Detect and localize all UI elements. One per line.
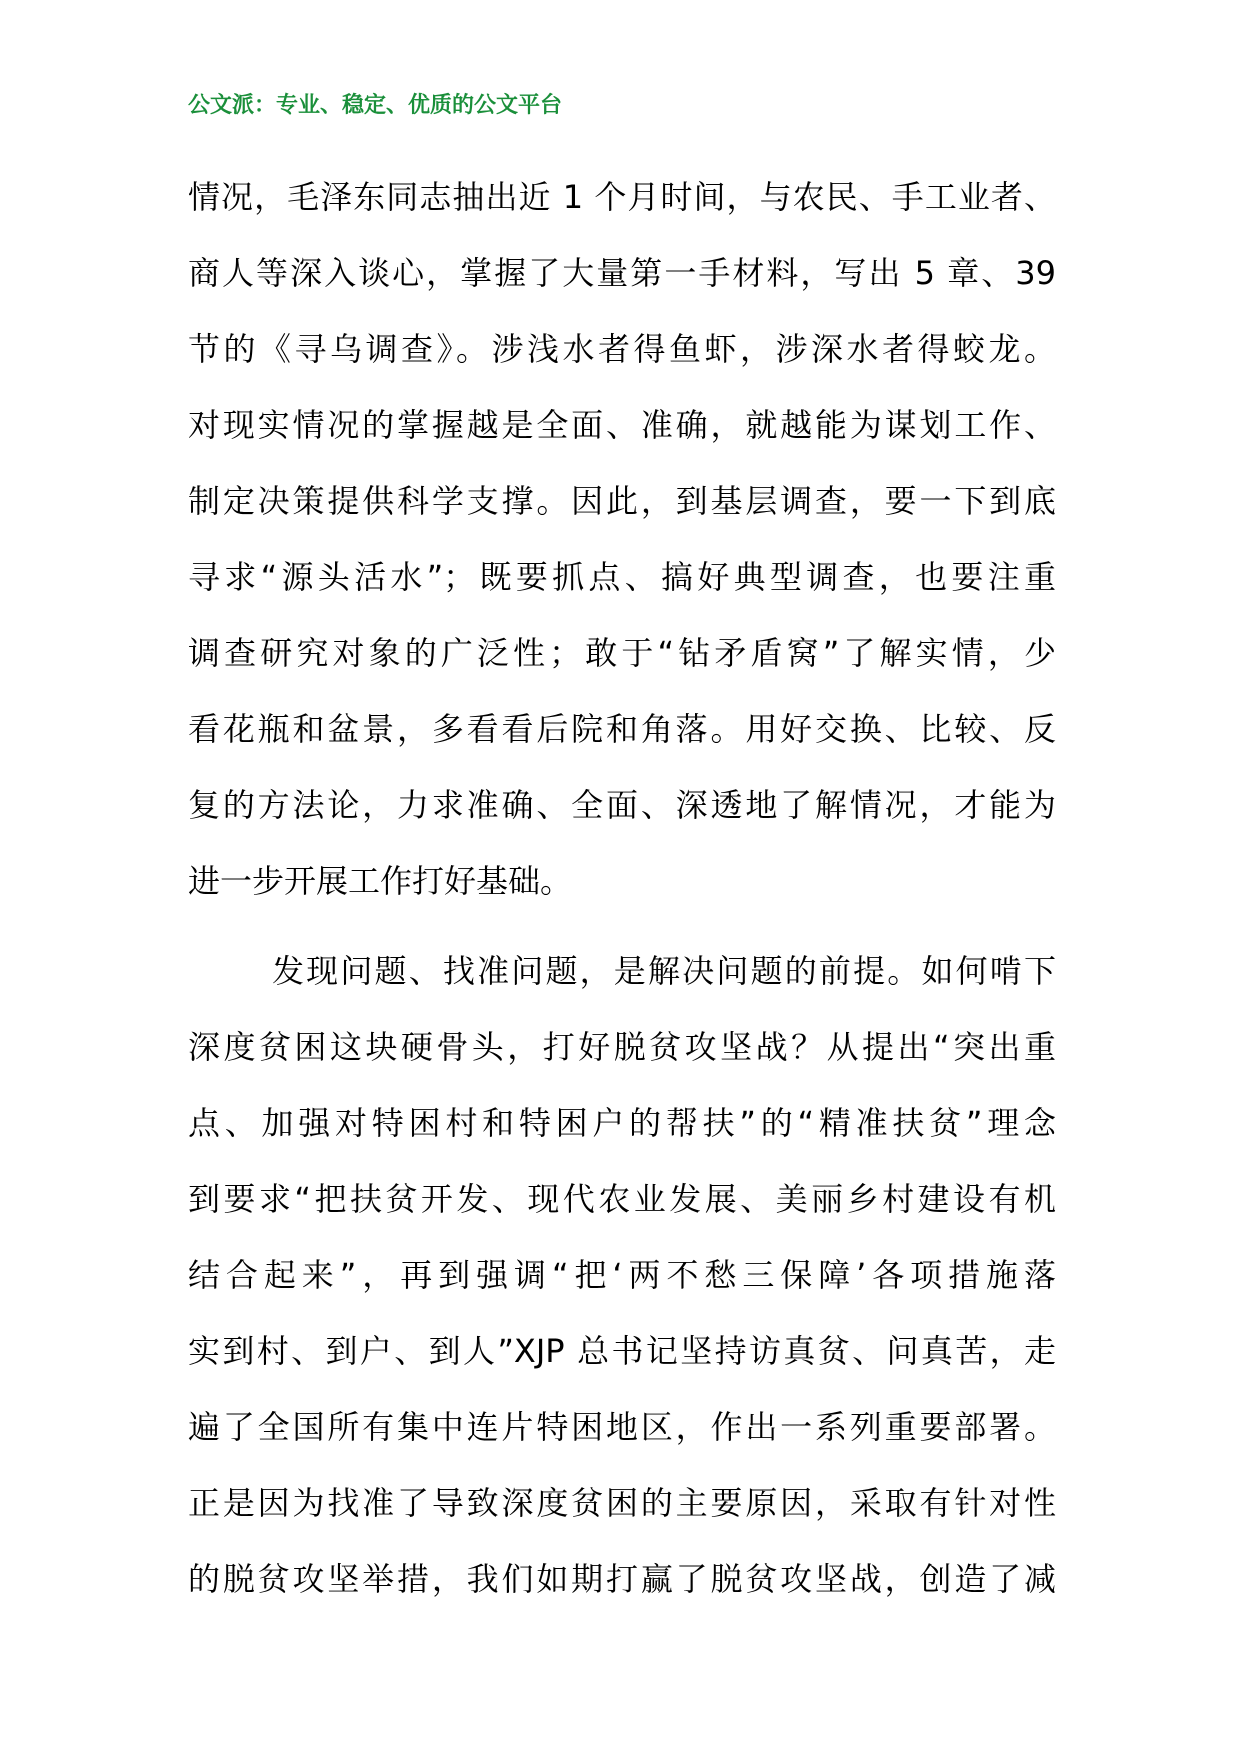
text-line: 的脱贫攻坚举措，我们如期打赢了脱贫攻坚战，创造了减 <box>188 1560 1056 1598</box>
text-line: 看花瓶和盆景，多看看后院和角落。用好交换、比较、反 <box>188 710 1056 748</box>
text-line: 节的《寻乌调查》。涉浅水者得鱼虾，涉深水者得蛟龙。 <box>188 330 1056 368</box>
text-line: 遍了全国所有集中连片特困地区，作出一系列重要部署。 <box>188 1408 1056 1446</box>
text-line: 结合起来”，再到强调“把‘两不愁三保障’各项措施落 <box>188 1256 1056 1294</box>
site-header: 公文派：专业、稳定、优质的公文平台 <box>188 93 563 118</box>
text-line: 深度贫困这块硬骨头，打好脱贫攻坚战？从提出“突出重 <box>188 1028 1056 1066</box>
text-line: 进一步开展工作打好基础。 <box>188 862 573 900</box>
body-text <box>188 169 1056 1627</box>
text-line: 寻求“源头活水”；既要抓点、搞好典型调查，也要注重 <box>188 558 1056 596</box>
text-line: 到要求“把扶贫开发、现代农业发展、美丽乡村建设有机 <box>188 1180 1056 1218</box>
text-line: 发现问题、找准问题，是解决问题的前提。如何啃下 <box>272 952 1056 990</box>
text-line: 点、加强对特困村和特困户的帮扶”的“精准扶贫”理念 <box>188 1104 1056 1142</box>
text-line: 情况，毛泽东同志抽出近 1 个月时间，与农民、手工业者、 <box>188 178 1056 216</box>
text-line: 对现实情况的掌握越是全面、准确，就越能为谋划工作、 <box>188 406 1056 444</box>
paragraph <box>188 169 1056 929</box>
text-line: 调查研究对象的广泛性；敢于“钻矛盾窝”了解实情，少 <box>188 634 1056 672</box>
text-line: 商人等深入谈心，掌握了大量第一手材料，写出 5 章、39 <box>188 254 1056 292</box>
text-line: 复的方法论，力求准确、全面、深透地了解情况，才能为 <box>188 786 1056 824</box>
paragraph-spacer <box>188 929 1056 943</box>
text-line: 正是因为找准了导致深度贫困的主要原因，采取有针对性 <box>188 1484 1056 1522</box>
text-line: 实到村、到户、到人”XJP 总书记坚持访真贫、问真苦，走 <box>188 1332 1056 1370</box>
text-line: 制定决策提供科学支撑。因此，到基层调查，要一下到底 <box>188 482 1056 520</box>
paragraph <box>188 943 1056 1627</box>
